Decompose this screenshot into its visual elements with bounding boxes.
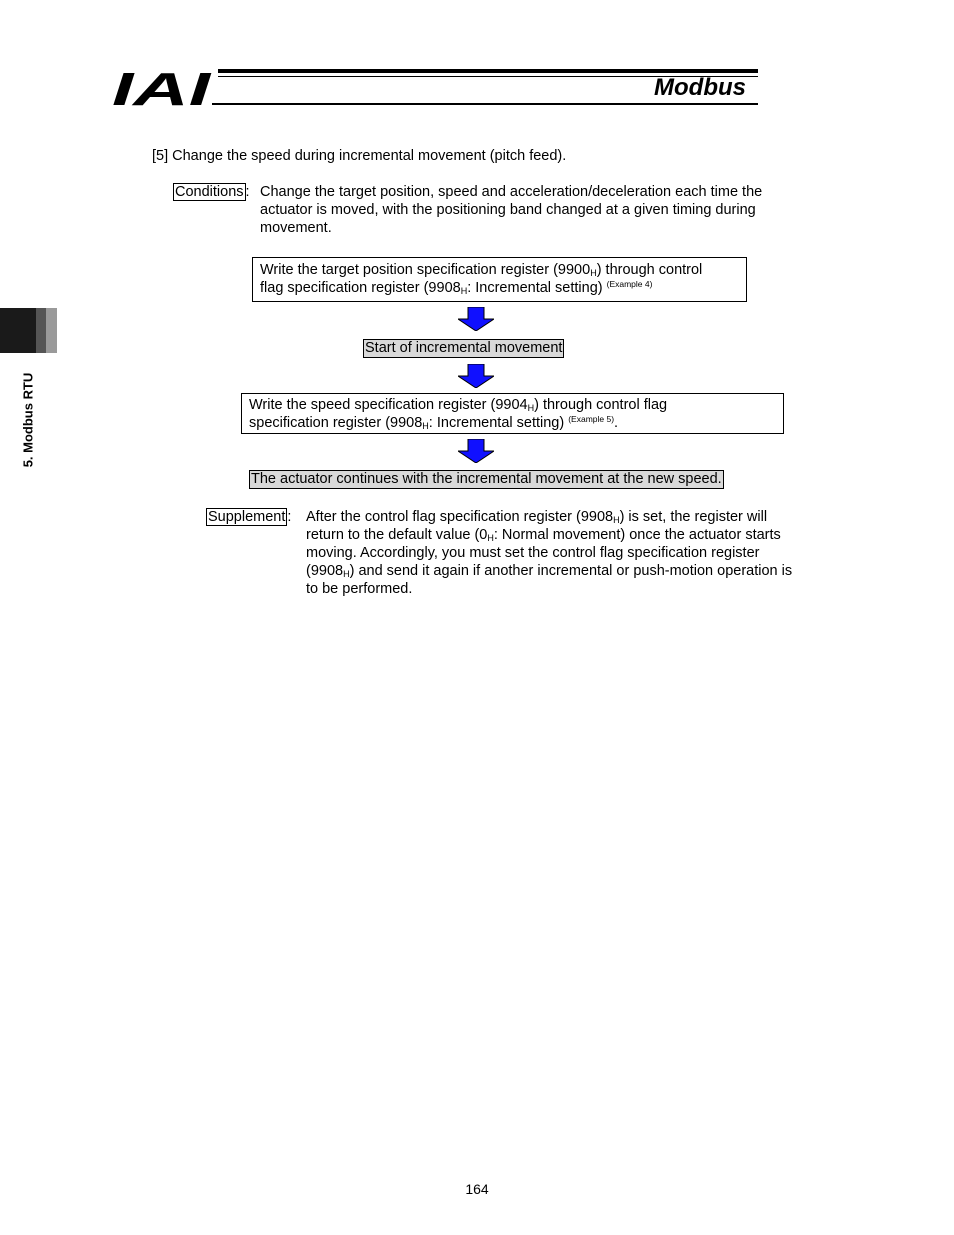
flow-box1-line1: Write the target position specification register $(9900_H)$ through control [260, 262, 703, 278]
supplement-line: return to the default value ($0_H$: Normal movement) once the actuator starts [306, 527, 781, 543]
supplement-line: to be performed. [306, 581, 413, 597]
chapter-tab-dark [0, 308, 36, 353]
flow-box3-line1: Write the speed specification register $(9904_H)$ through control flag [249, 397, 668, 413]
flow-box-write-target-position [252, 257, 747, 302]
supplement-label: Supplement [208, 509, 286, 525]
conditions-line: movement. [260, 220, 332, 236]
chapter-tab-mid [36, 308, 46, 353]
flow-arrow-down-icon [458, 364, 494, 388]
supplement-label-wrap [206, 508, 291, 526]
supplement-text [306, 508, 846, 598]
conditions-colon: : [245, 184, 250, 200]
flow-step-start-incremental: Start of incremental movement [365, 340, 563, 356]
flow-step-continue-new-speed: The actuator continues with the incremental movement at the new speed. [251, 471, 722, 487]
iai-logo [112, 68, 212, 108]
conditions-text [260, 183, 840, 237]
flow-box3-line2: specification register ($9908_H$: Incremental setting) $^{(Example 5)}$. [249, 414, 619, 431]
conditions-label: Conditions [175, 184, 244, 200]
supplement-line: moving. Accordingly, you must set the control flag specification register [306, 545, 760, 561]
conditions-line: actuator is moved, with the positioning band changed at a given timing during [260, 202, 756, 218]
flow-box1-line2: flag specification register ($9908_H$: Incremental setting) $^{(Example 4)}$ [260, 279, 653, 296]
header-title: Modbus [654, 74, 746, 101]
flow-arrow-down-icon [458, 439, 494, 463]
chapter-side-label: 5. Modbus RTU [20, 372, 36, 468]
chapter-tab-light [46, 308, 57, 353]
page-number: 164 [465, 1181, 489, 1197]
flow-arrow-down-icon [458, 307, 494, 331]
section-heading: [5] Change the speed during incremental movement (pitch feed). [152, 148, 567, 164]
conditions-line: Change the target position, speed and acceleration/deceleration each time the [260, 184, 763, 200]
logo-text: IAI [112, 68, 212, 108]
flow-box-write-speed [241, 393, 784, 434]
supplement-line: $(9908_H)$ and send it again if another incremental or push-motion operation is [306, 563, 793, 579]
header-rule-thick [218, 69, 758, 73]
supplement-colon: : [287, 509, 292, 525]
header-rule-bottom [212, 103, 758, 105]
conditions-label-wrap [173, 183, 250, 201]
supplement-line: After the control flag specification register $(9908_H)$ is set, the register will [306, 509, 768, 525]
